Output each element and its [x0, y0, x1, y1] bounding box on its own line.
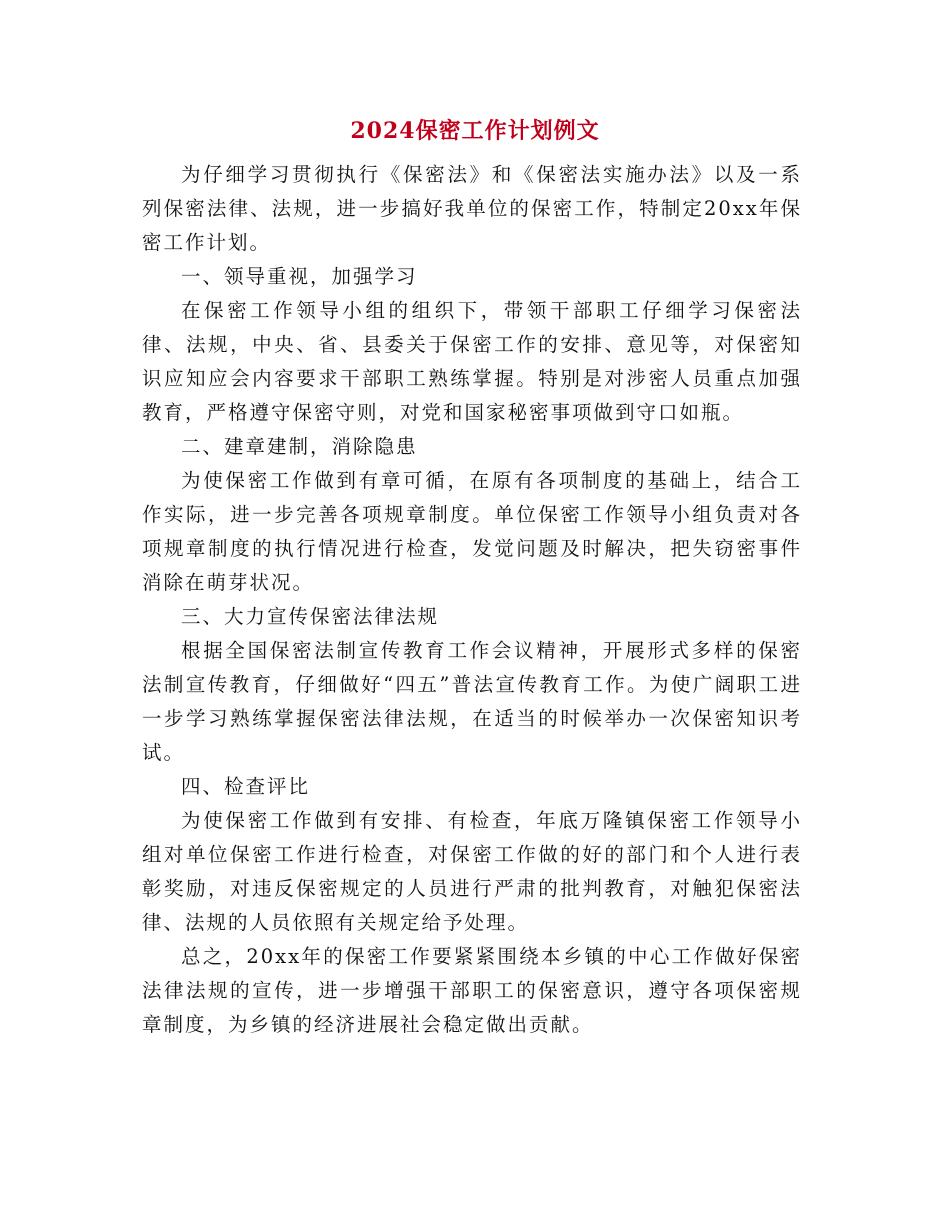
document-body — [142, 158, 802, 1042]
document-title: 2024保密工作计划例文 — [350, 118, 600, 144]
conclusion-paragraph: 总之，20xx年的保密工作要紧紧围绕本乡镇的中心工作做好保密法律法规的宣传，进一步增强干部职工的保密意识，遵守各项保密规章制度，为乡镇的经济进展社会稳定做出贡献。 — [142, 945, 802, 1036]
section-heading-3: 三、大力宣传保密法律法规 — [181, 605, 440, 628]
section-heading-2: 二、建章建制，消除隐患 — [181, 435, 418, 458]
section-heading-4: 四、检查评比 — [181, 775, 311, 798]
section-body-4: 为使保密工作做到有安排、有检查，年底万隆镇保密工作领导小组对单位保密工作进行检查，对保密工作做的好的部门和个人进行表彰奖励，对违反保密规定的人员进行严肃的批判教育，对触犯保密法律、法规的人员依照有关规定给予处理。 — [142, 809, 802, 934]
section-body-3: 根据全国保密法制宣传教育工作会议精神，开展形式多样的保密法制宣传教育，仔细做好“四五”普法宣传教育工作。为使广阔职工进一步学习熟练掌握保密法律法规，在适当的时候举办一次保密知识考试。 — [142, 639, 802, 764]
section-body-2: 为使保密工作做到有章可循，在原有各项制度的基础上，结合工作实际，进一步完善各项规章制度。单位保密工作领导小组负责对各项规章制度的执行情况进行检查，发觉问题及时解决，把失窃密事件消除在萌芽状况。 — [142, 469, 802, 594]
intro-paragraph: 为仔细学习贯彻执行《保密法》和《保密法实施办法》以及一系列保密法律、法规，进一步搞好我单位的保密工作，特制定20xx年保密工作计划。 — [142, 163, 802, 254]
section-body-1: 在保密工作领导小组的组织下，带领干部职工仔细学习保密法律、法规，中央、省、县委关于保密工作的安排、意见等，对保密知识应知应会内容要求干部职工熟练掌握。特别是对涉密人员重点加强教育，严格遵守保密守则，对党和国家秘密事项做到守口如瓶。 — [142, 299, 802, 424]
section-heading-1: 一、领导重视，加强学习 — [181, 265, 418, 288]
